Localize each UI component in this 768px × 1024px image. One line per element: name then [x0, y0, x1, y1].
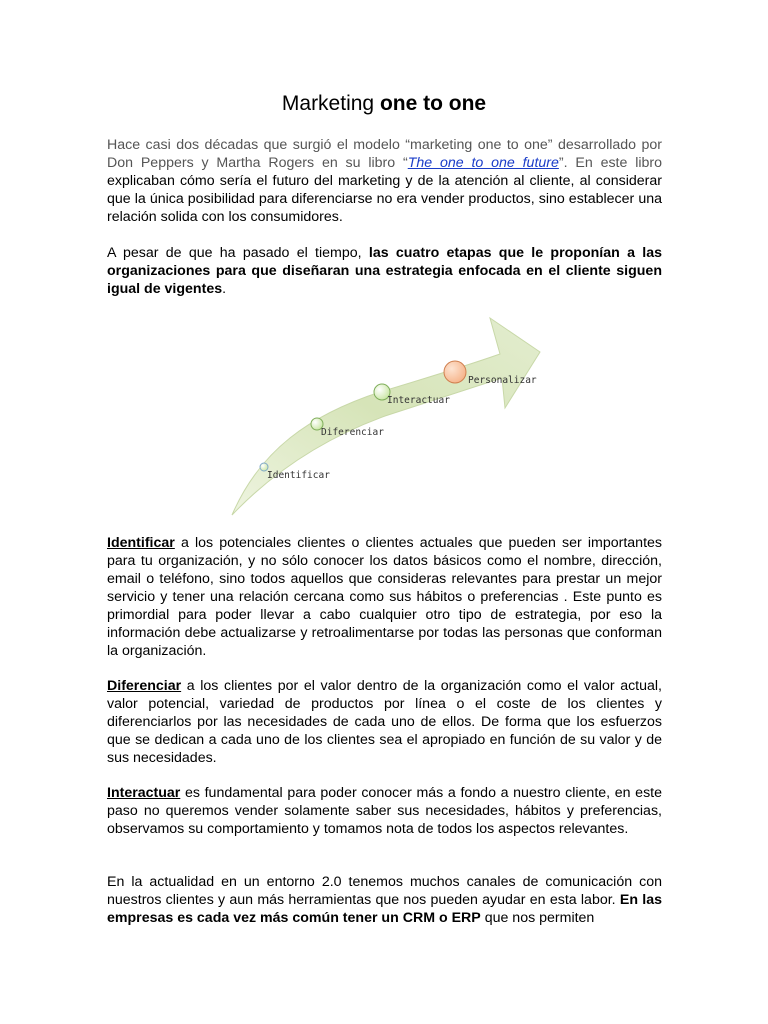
stage-label-identificar: Identificar [267, 470, 330, 481]
stages-paragraph [107, 244, 662, 298]
identificar-text: a los potenciales clientes o clientes actuales que pueden ser importantes para tu organización, y no sólo conocer los datos básicos como el nombre, dirección, email o teléfono, sino todos aquellos que consideras relevantes para prestar un mejor servicio y tener una relación cercana como sus hábitos o preferencias . Este punto es primordial para poder llevar a cabo cualquier otro tipo de estrategia, por eso la información debe actualizarse y retroalimentarse por todas las personas que conforman la organización. [107, 535, 662, 659]
identificar-paragraph [107, 534, 662, 660]
intro-text-middle: ”. En este libro [558, 155, 663, 171]
crm-text-start: En la actualidad en un entorno 2.0 tenemos muchos canales de comunicación con nuestros clientes y aun más herramientas que nos pueden ayudar en esta labor. [107, 874, 662, 908]
stage-node-personalizar [444, 361, 466, 383]
stage-label-interactuar: Interactuar [387, 395, 450, 406]
crm-text-end: que nos permiten [480, 910, 595, 926]
stages-text-bold: las cuatro etapas que le proponían a las organizaciones para que diseñaran una estrategia enfocada en el cliente siguen igual de vigentes [107, 245, 662, 297]
identificar-term: Identificar [107, 535, 175, 551]
diferenciar-paragraph [107, 677, 662, 767]
stage-label-diferenciar: Diferenciar [321, 427, 384, 438]
interactuar-text: es fundamental para poder conocer más a fondo a nuestro cliente, en este paso no queremos vender solamente saber sus necesidades, hábitos y preferencias, observamos su comportamiento y tomamos nota de todos los aspectos relevantes. [107, 785, 662, 837]
intro-text-end: explicaban cómo sería el futuro del marketing y de la atención al cliente, al considerar que la única posibilidad para diferenciarse no era vender productos, sino establecer una relación solida con los consumidores. [107, 173, 662, 225]
diferenciar-term: Diferenciar [107, 678, 182, 694]
intro-text-start: Hace casi dos décadas que surgió el modelo “marketing one to one” desarrollado por Don Peppers y Martha Rogers en su libro “ [107, 137, 662, 171]
stages-arrow-diagram [220, 310, 550, 520]
curved-arrow [232, 318, 540, 515]
interactuar-paragraph [107, 784, 662, 838]
crm-text-bold: En las empresas es cada vez más común tener un CRM o ERP [107, 892, 663, 926]
title-bold: one to one [379, 92, 487, 115]
crm-paragraph [107, 873, 662, 927]
intro-paragraph [107, 136, 662, 226]
stages-text-end: . [222, 281, 227, 297]
stage-label-personalizar: Personalizar [468, 375, 537, 386]
stages-text-start: A pesar de que ha pasado el tiempo, [107, 245, 369, 261]
diferenciar-text: a los clientes por el valor dentro de la organización como el valor actual, valor potencial, variedad de productos por línea o el coste de los clientes y diferenciarlos por las necesidades de cada uno de ellos. De forma que los esfuerzos que se dedican a cada uno de los clientes sea el apropiado en función de su valor y de sus necesidades. [107, 678, 662, 766]
interactuar-term: Interactuar [107, 785, 181, 801]
title-regular: Marketing [281, 92, 380, 115]
book-link[interactable]: The one to one future [407, 155, 559, 171]
page-title [0, 92, 768, 116]
